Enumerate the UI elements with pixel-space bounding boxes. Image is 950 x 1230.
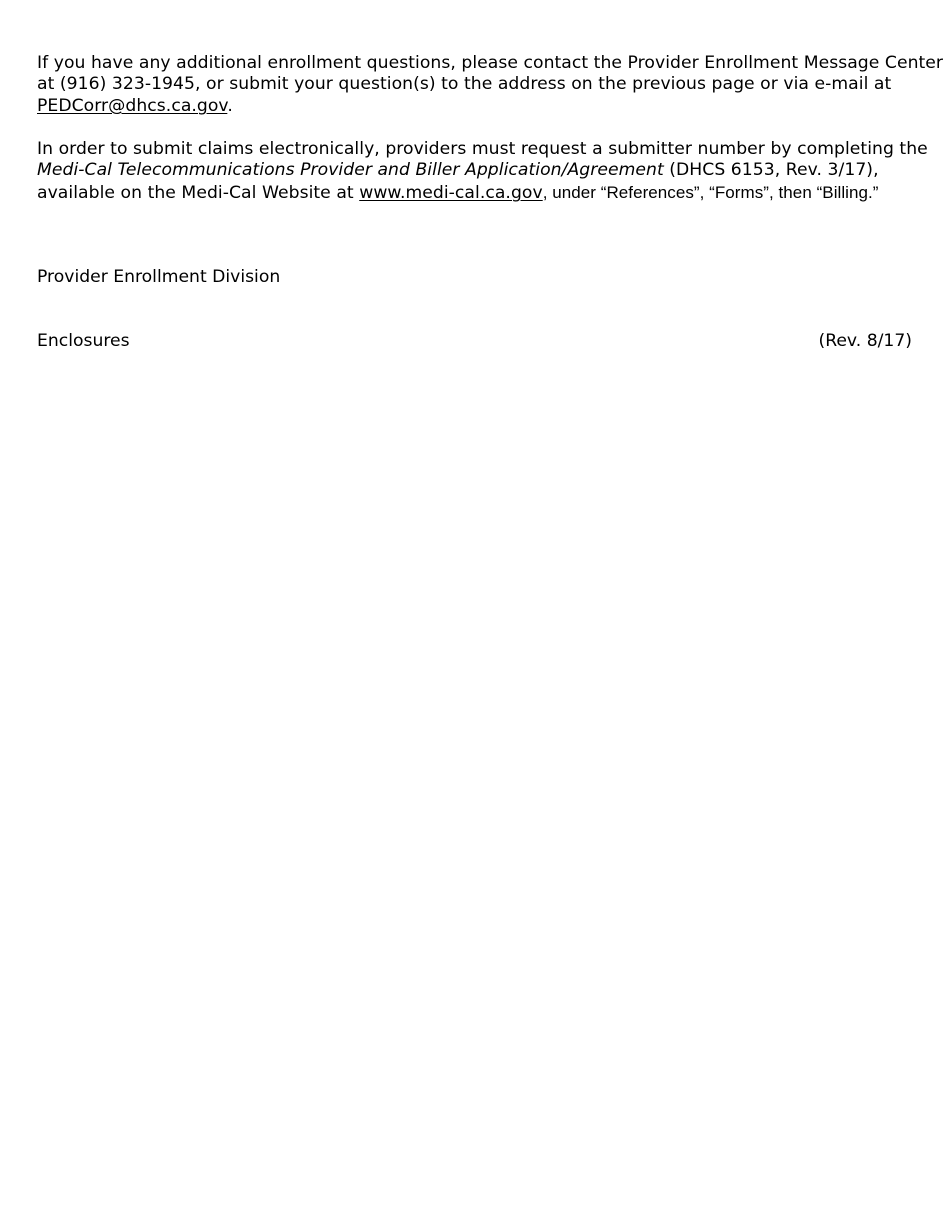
paragraph-line	[37, 182, 917, 204]
enclosures-label: Enclosures	[37, 331, 130, 351]
enrollment-questions-paragraph	[37, 53, 944, 117]
form-reference: (DHCS 6153, Rev. 3/17),	[663, 160, 879, 181]
paragraph-line	[37, 160, 917, 181]
email-suffix: .	[227, 95, 233, 116]
email-link[interactable]: PEDCorr@dhcs.ca.gov	[37, 95, 228, 116]
paragraph-line	[37, 96, 917, 117]
division-signature: Provider Enrollment Division	[37, 267, 281, 287]
paragraph-line: at (916) 323-1945, or submit your question(s) to the address on the previous page or via e-mail at	[37, 74, 892, 95]
paragraph-line: In order to submit claims electronically, providers must request a submitter number by completing the	[37, 139, 928, 159]
website-suffix: , under “References”, “Forms”, then “Billing.”	[542, 182, 879, 202]
website-prefix: available on the Medi-Cal Website at	[37, 182, 360, 203]
paragraph-line: If you have any additional enrollment questions, please contact the Provider Enrollment Message Center	[37, 53, 944, 73]
electronic-claims-paragraph	[37, 139, 928, 204]
revision-label: (Rev. 8/17)	[818, 331, 912, 351]
website-link[interactable]: www.medi-cal.ca.gov	[359, 182, 543, 203]
form-title: Medi-Cal Telecommunications Provider and Biller Application/Agreement	[37, 160, 664, 181]
